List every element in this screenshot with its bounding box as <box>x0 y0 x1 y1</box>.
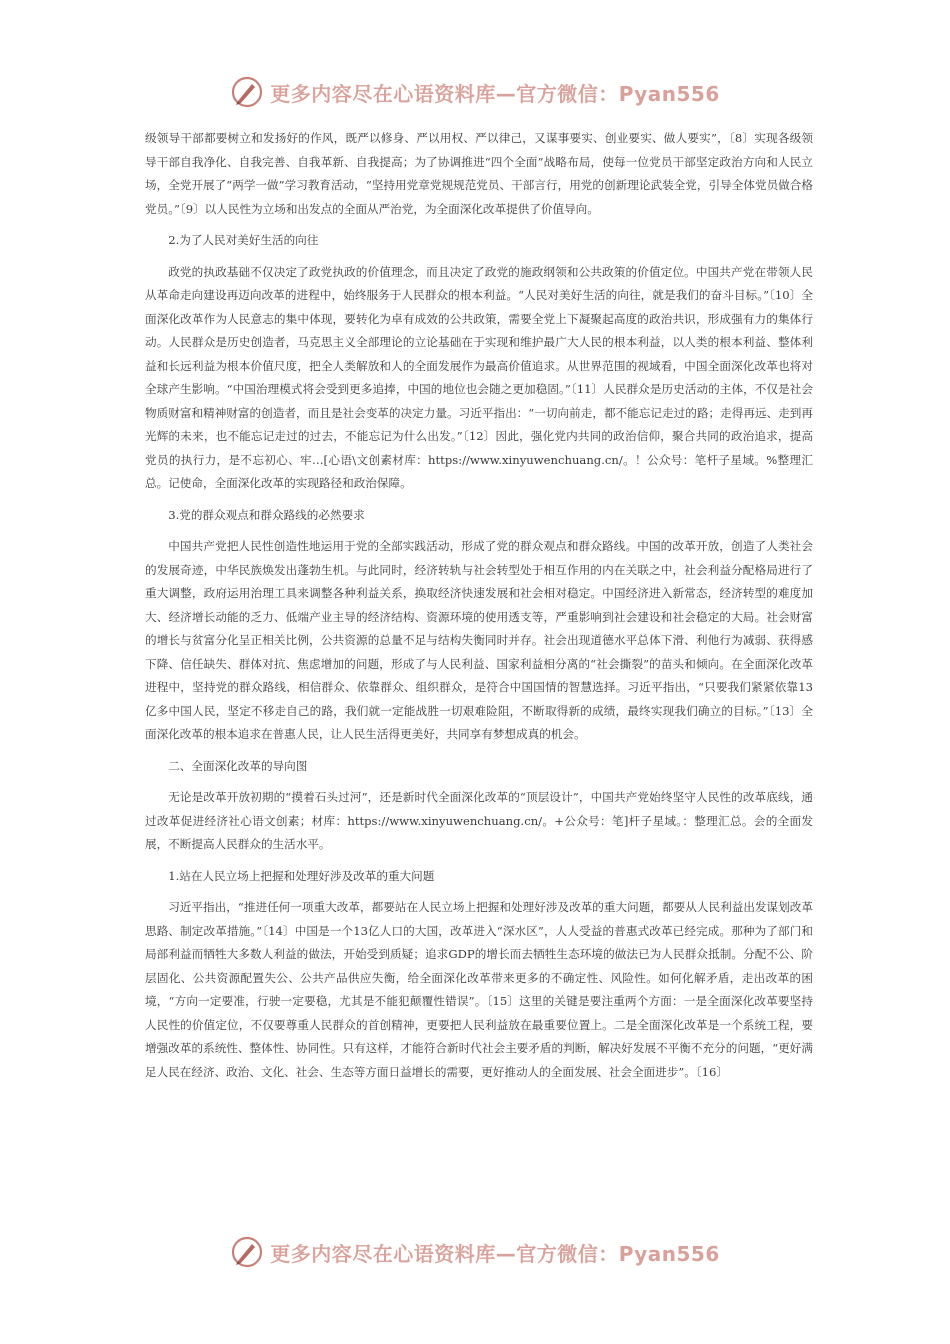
pen-logo-icon <box>230 1235 264 1269</box>
paragraph: 无论是改革开放初期的“摸着石头过河”，还是新时代全面深化改革的“顶层设计”，中国共产党始终坚守人民性的改革底线，通过改革促进经济社心语文创素；材库：https://www.xinyuwenchuang.cn/。+公众号：笔]杆子星域。：整理汇总。会的全面发展，不断提高人民群众的生活水平。 <box>145 790 813 851</box>
footer-banner <box>0 1232 950 1272</box>
pen-logo-icon <box>230 75 264 109</box>
header-banner <box>0 72 950 112</box>
paragraph: 习近平指出，“推进任何一项重大改革，都要站在人民立场上把握和处理好涉及改革的重大问题，都要从人民利益出发谋划改革思路、制定改革措施。”〔14〕中国是一个13亿人口的大国，改革进入“深水区”，人人受益的普惠式改革已经完成。那种为了部门和局部利益而牺牲大多数人利益的做法，开始受到质疑；追求GDP的增长而去牺牲生态环境的做法已为人民群众抵制。分配不公、阶层固化、公共资源配置失公、公共产品供应失衡，给全面深化改革带来更多的不确定性、风险性。如何化解矛盾，走出改革的困境，“方向一定要准，行驶一定要稳，尤其是不能犯颠覆性错误”。〔15〕这里的关键是要注重两个方面：一是全面深化改革要坚持人民性的价值定位，不仅要尊重人民群众的首创精神，更要把人民利益放在最重要位置上。二是全面深化改革是一个系统工程，要增强改革的系统性、整体性、协同性。只有这样，才能符合新时代社会主要矛盾的判断，解决好发展不平衡不充分的问题，“更好满足人民在经济、政治、文化、社会、生态等方面日益增长的需要，更好推动人的全面发展、社会全面进步”。〔16〕 <box>145 900 813 1079</box>
header-banner-text: 更多内容尽在心语资料库—官方微信：Pyan556 <box>270 81 720 106</box>
section-heading: 二、全面深化改革的导向图 <box>168 758 308 773</box>
document-body <box>145 127 813 1092</box>
paragraph: 级领导干部都要树立和发扬好的作风，既严以修身、严以用权、严以律己，又谋事要实、创业要实、做人要实”，〔8〕实现各级领导干部自我净化、自我完善、自我革新、自我提高；为了协调推进“四个全面”战略布局，使每一位党员干部坚定政治方向和人民立场，全党开展了“两学一做”学习教育活动，“坚持用党章党规规范党员、干部言行，用党的创新理论武装全党，引导全体党员做合格党员。”〔9〕以人民性为立场和出发点的全面从严治党，为全面深化改革提供了价值导向。 <box>145 131 813 216</box>
footer-banner-text: 更多内容尽在心语资料库—官方微信：Pyan556 <box>270 1241 720 1266</box>
section-heading: 3.党的群众观点和群众路线的必然要求 <box>168 507 365 522</box>
section-heading: 1.站在人民立场上把握和处理好涉及改革的重大问题 <box>168 868 435 883</box>
paragraph: 中国共产党把人民性创造性地运用于党的全部实践活动，形成了党的群众观点和群众路线。中国的改革开放，创造了人类社会的发展奇迹，中华民族焕发出蓬勃生机。与此同时，经济转轨与社会转型处于相互作用的内在关联之中，社会利益分配格局进行了重大调整，政府运用治理工具来调整各种利益关系，换取经济快速发展和社会相对稳定。中国经济进入新常态，经济转型的难度加大、经济增长动能的乏力、低端产业主导的经济结构、资源环境的使用透支等，严重影响到社会建设和社会稳定的大局。社会财富的增长与贫富分化呈正相关比例，公共资源的总量不足与结构失衡同时并存。社会出现道德水平总体下滑、利他行为减弱、获得感下降、信任缺失、群体对抗、焦虑增加的问题，形成了与人民利益、国家利益相分离的“社会撕裂”的苗头和倾向。在全面深化改革进程中，坚持党的群众路线，相信群众、依靠群众、组织群众，是符合中国国情的智慧选择。习近平指出，“只要我们紧紧依靠13亿多中国人民，坚定不移走自己的路，我们就一定能战胜一切艰难险阻，不断取得新的成绩，最终实现我们确立的目标。”〔13〕全面深化改革的根本追求在普惠人民，让人民生活得更美好，共同享有梦想成真的机会。 <box>145 539 813 741</box>
paragraph: 政党的执政基础不仅决定了政党执政的价值理念，而且决定了政党的施政纲领和公共政策的价值定位。中国共产党在带领人民从革命走向建设再迈向改革的进程中，始终服务于人民群众的根本利益。“人民对美好生活的向往，就是我们的奋斗目标。”〔10〕全面深化改革作为人民意志的集中体现，要转化为卓有成效的公共政策，需要全党上下凝聚起高度的政治共识，形成强有力的集体行动。人民群众是历史创造者，马克思主义全部理论的立论基础在于实现和维护最广大人民的根本利益，以人类的根本利益、整体利益和长远利益为根本价值尺度，把全人类解放和人的全面发展作为最高价值追求。从世界范围的视域看，中国全面深化改革也将对全球产生影响。“中国治理模式将会受到更多追捧，中国的地位也会随之更加稳固。”〔11〕人民群众是历史活动的主体，不仅是社会物质财富和精神财富的创造者，而且是社会变革的决定力量。习近平指出：“一切向前走，都不能忘记走过的路；走得再远、走到再光辉的未来，也不能忘记走过的过去，不能忘记为什么出发。”〔12〕因此，强化党内共同的政治信仰，聚合共同的政治追求，提高党员的执行力，是不忘初心、牢…[心语\文创素材库：https://www.xinyuwenchuang.cn/。！公众号：笔杆子星域。%整理汇总。记使命，全面深化改革的实现路径和政治保障。 <box>145 264 813 490</box>
section-heading: 2.为了人民对美好生活的向往 <box>168 233 319 247</box>
